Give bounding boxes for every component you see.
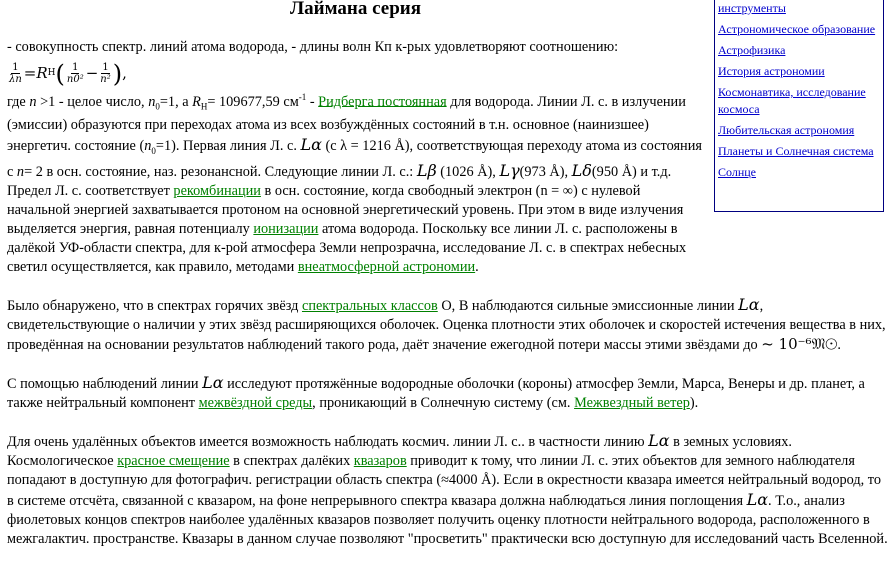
link-redshift[interactable]: красное смещение (117, 452, 230, 469)
paren-close: ) (112, 59, 123, 88)
text: =1). Первая линия Л. с. (155, 138, 301, 155)
text: (950 Å) и т.д. Предел Л. с. соответствует (7, 163, 672, 199)
text: в спектрах далёких (229, 452, 354, 469)
paragraph-quasars (7, 431, 889, 549)
text: - (306, 93, 319, 110)
text: ). (689, 394, 699, 411)
l-beta: Lβ (416, 160, 437, 180)
text: = 109677,59 см (207, 93, 299, 110)
equals: = (23, 64, 37, 82)
text: , свидетельствующие о наличии у этих звёзд расширяющихся оболочек. Оценка плотности этих оболочек и скоростей истечения вещества в них, проведённая на основании результатов наблюдений такого рода, даёт значение ежегодной потери массы этими звёздами до (7, 297, 886, 353)
paragraph-hot-stars (7, 295, 889, 355)
l-gamma: Lγ (499, 160, 520, 180)
sidebar-item-history[interactable]: История астрономии (718, 64, 825, 78)
link-extra-atmospheric-astronomy[interactable]: внеатмосферной астрономии (297, 258, 476, 275)
article-body (7, 38, 889, 567)
l-alpha: Lα (202, 372, 224, 392)
sidebar-item-cosmonautics[interactable]: Космонавтика, исследование космоса (718, 85, 866, 116)
intro-text: - совокупность спектр. линий атома водорода, - длины волн Кп к-рых удовлетворяют соотношению: (7, 39, 619, 55)
paren-open: ( (55, 59, 65, 88)
sidebar-item-education[interactable]: Астрономическое образование (718, 22, 876, 36)
rydberg-symbol: R (36, 64, 48, 82)
text: . (475, 258, 479, 275)
l-delta: Lδ (571, 160, 592, 180)
l-alpha: Lα (300, 135, 322, 155)
sub: 0 (151, 145, 156, 156)
frac-den: λn (9, 74, 22, 85)
frac-num: 1 (102, 62, 109, 73)
text: >1 - целое число, (36, 93, 149, 110)
sub: 0 (155, 101, 160, 112)
l-alpha: Lα (648, 430, 670, 450)
page-title: Лаймана серия (290, 0, 422, 19)
formula-frac1 (67, 62, 84, 85)
formula-frac2 (100, 62, 110, 85)
paragraph-definition (7, 38, 707, 277)
var-n0: n (144, 138, 152, 155)
sidebar-item-planets[interactable]: Планеты и Солнечная система (718, 144, 874, 158)
text: , проникающий в Солнечную систему (см. (312, 394, 575, 411)
minus: − (85, 64, 99, 82)
frac-den: n0² (66, 74, 84, 85)
sidebar-item-sun[interactable]: Солнце (718, 165, 757, 179)
frac-num: 1 (12, 62, 19, 73)
var-n: n (16, 163, 25, 180)
var-R: R (192, 93, 201, 110)
text: соответствующая переходу атома из состояния с (7, 138, 702, 180)
sidebar-item-label: инструменты (718, 1, 786, 15)
text: исследуют протяжённые водородные оболочки (короны) атмосфер Земли, Марса, Венеры и др. планет, а также нейтральный компонент (7, 375, 865, 411)
text: С помощью наблюдений линии (7, 375, 203, 392)
sub: H (200, 101, 208, 112)
var-n0: n (148, 93, 156, 110)
text: (1026 Å), (436, 163, 500, 180)
frac-den: n² (100, 74, 111, 85)
link-interstellar-wind[interactable]: Межвездный ветер (574, 394, 690, 411)
text: где (7, 93, 30, 110)
text: (с λ = 1216 Å), (321, 138, 414, 155)
formula-lhs (9, 62, 22, 85)
link-quasars[interactable]: квазаров (353, 452, 407, 469)
link-interstellar-medium[interactable]: межвёздной среды (198, 394, 313, 411)
text: О, В наблюдаются сильные эмиссионные линии (437, 297, 739, 314)
text: = 2 в осн. состояние, наз. резонансной. Следующие линии Л. с.: (24, 163, 417, 180)
text: =1, а (159, 93, 193, 110)
l-alpha: Lα (746, 489, 769, 509)
text: Было обнаружено, что в спектрах горячих звёзд (7, 297, 302, 314)
sidebar-item-astrophysics[interactable]: Астрофизика (718, 43, 786, 57)
lyman-formula (7, 60, 127, 88)
text: . (837, 336, 841, 353)
rydberg-sub: H (47, 68, 56, 78)
sidebar-item-amateur[interactable]: Любительская астрономия (718, 123, 855, 137)
text: (973 Å), (519, 163, 572, 180)
text: приводит к тому, что линии Л. с. этих объектов для земного наблюдателя попадают в доступную для фотографич. регистрации область спектра (≈4000 Å). Если в окрестности квазара имеется нейтральный водород, то в системе отсчёта, связанной с квазаром, на фоне непрерывного спектра квазара должна наблюдаться линия поглощения (7, 452, 881, 509)
mass-loss-value: ~ 10⁻⁶𝔐☉ (761, 334, 838, 353)
text: для водорода. Линии Л. с. в излучении (эмиссии) образуются при переходах атома из всех возбуждённых состояний в т.н. основное (наинизшее) энергетич. состояние ( (7, 93, 686, 155)
l-alpha: Lα (738, 294, 760, 314)
link-recombination[interactable]: рекомбинации (173, 182, 261, 199)
link-ionization[interactable]: ионизации (253, 220, 319, 237)
link-spectral-classes[interactable]: спектральных классов (301, 297, 438, 314)
sidebar-item-instruments[interactable] (718, 0, 879, 17)
formula-comma: , (122, 64, 127, 82)
text: в земных условиях. Космологическое (7, 433, 792, 469)
text: . Т.о., анализ фиолетовых концов спектров наиболее удалённых квазаров позволяет получить оценку плотности нейтрального водорода, расположенного в межгалактич. пространстве. Квазары в данном случае позволяют "просветить" практически всю доступную для исследований часть Вселенной. (7, 492, 888, 547)
var-n: n (29, 93, 37, 110)
frac-num: 1 (72, 62, 79, 73)
link-rydberg-constant[interactable]: Ридберга постоянная (318, 93, 447, 110)
text: в осн. состояние, когда свободный электрон (n = ∞) с нулевой начальной энергией захватывается протоном на основной энергетический уровень. При этом в виде излучения выделяется энергия, равная потенциалу (7, 182, 684, 237)
text: атома водорода. Поскольку все линии Л. с. расположены в далёкой УФ-области спектра, для к-рой атмосфера Земли непрозрачна, исследование Л. с. в спектрах небесных светил осуществляется, как правило, методами (7, 220, 687, 275)
sup: -1 (298, 91, 307, 102)
text: Для очень удалённых объектов имеется возможность наблюдать космич. линии Л. с.. в частности линию (7, 433, 649, 450)
paragraph-coronae (7, 373, 889, 413)
